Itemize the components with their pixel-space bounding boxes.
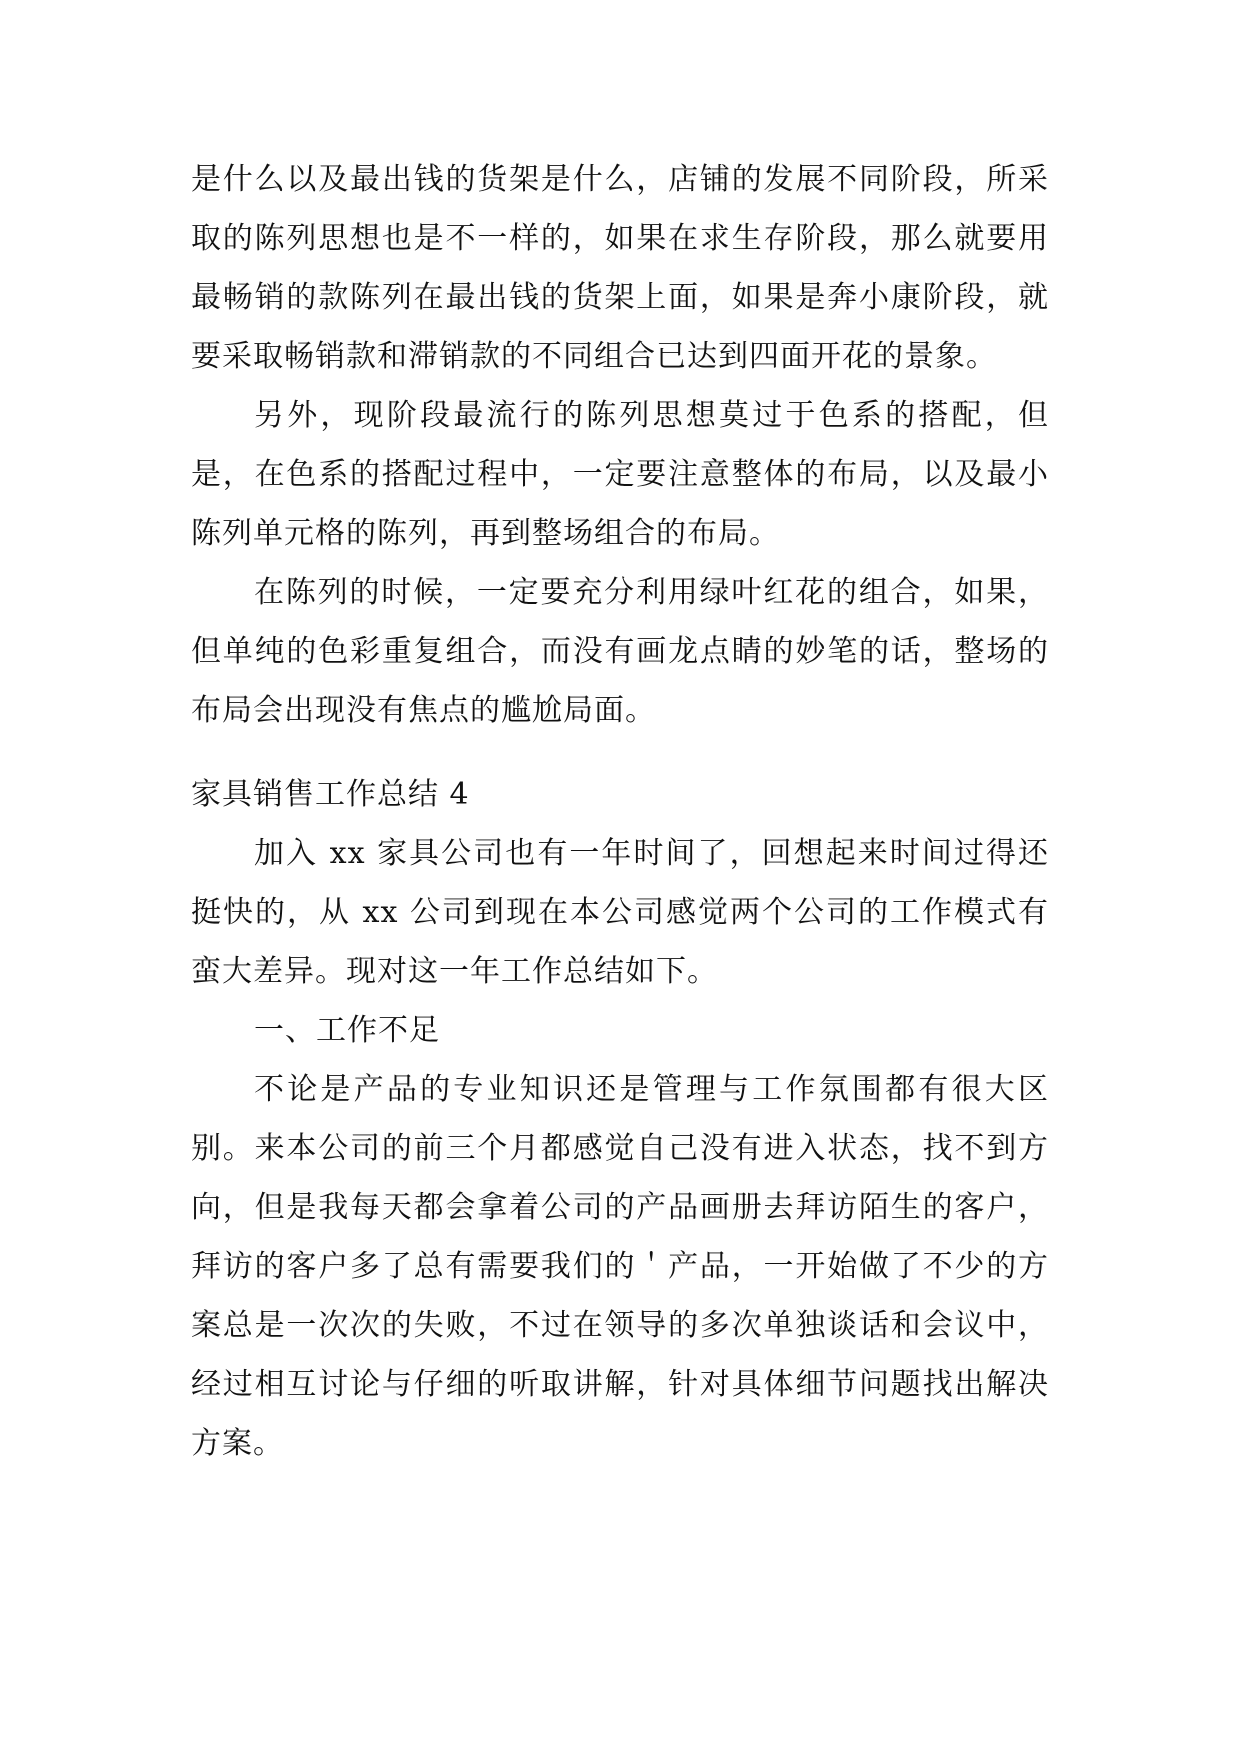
subsection-title: 一、工作不足: [254, 1013, 440, 1048]
paragraph-color-matching: 另外，现阶段最流行的陈列思想莫过于色系的搭配，但是，在色系的搭配过程中，一定要注意整体的布局，以及最小陈列单元格的陈列，再到整场组合的布局。: [191, 398, 1049, 551]
paragraph-display-strategy: 是什么以及最出钱的货架是什么，店铺的发展不同阶段，所采取的陈列思想也是不一样的，如果在求生存阶段，那么就要用最畅销的款陈列在最出钱的货架上面，如果是奔小康阶段，就要采取畅销款和滞销款的不同组合已达到四面开花的景象。: [191, 162, 1049, 374]
paragraph-intro: 加入 xx 家具公司也有一年时间了，回想起来时间过得还挺快的，从 xx 公司到现在本公司感觉两个公司的工作模式有蛮大差异。现对这一年工作总结如下。: [191, 836, 1049, 989]
top-text-block: [191, 150, 1049, 740]
bottom-text-block: [191, 765, 1049, 1473]
paragraph-shortcomings: 不论是产品的专业知识还是管理与工作氛围都有很大区别。来本公司的前三个月都感觉自己没有进入状态，找不到方向，但是我每天都会拿着公司的产品画册去拜访陌生的客户，拜访的客户多了总有需要我们的＇产品，一开始做了不少的方案总是一次次的失败，不过在领导的多次单独谈话和会议中，经过相互讨论与仔细的听取讲解，针对具体细节问题找出解决方案。: [191, 1072, 1049, 1461]
section-title: 家具销售工作总结 4: [191, 777, 470, 812]
paragraph-green-leaf-red-flower: 在陈列的时候，一定要充分利用绿叶红花的组合，如果，但单纯的色彩重复组合，而没有画龙点睛的妙笔的话，整场的布局会出现没有焦点的尴尬局面。: [191, 575, 1049, 728]
